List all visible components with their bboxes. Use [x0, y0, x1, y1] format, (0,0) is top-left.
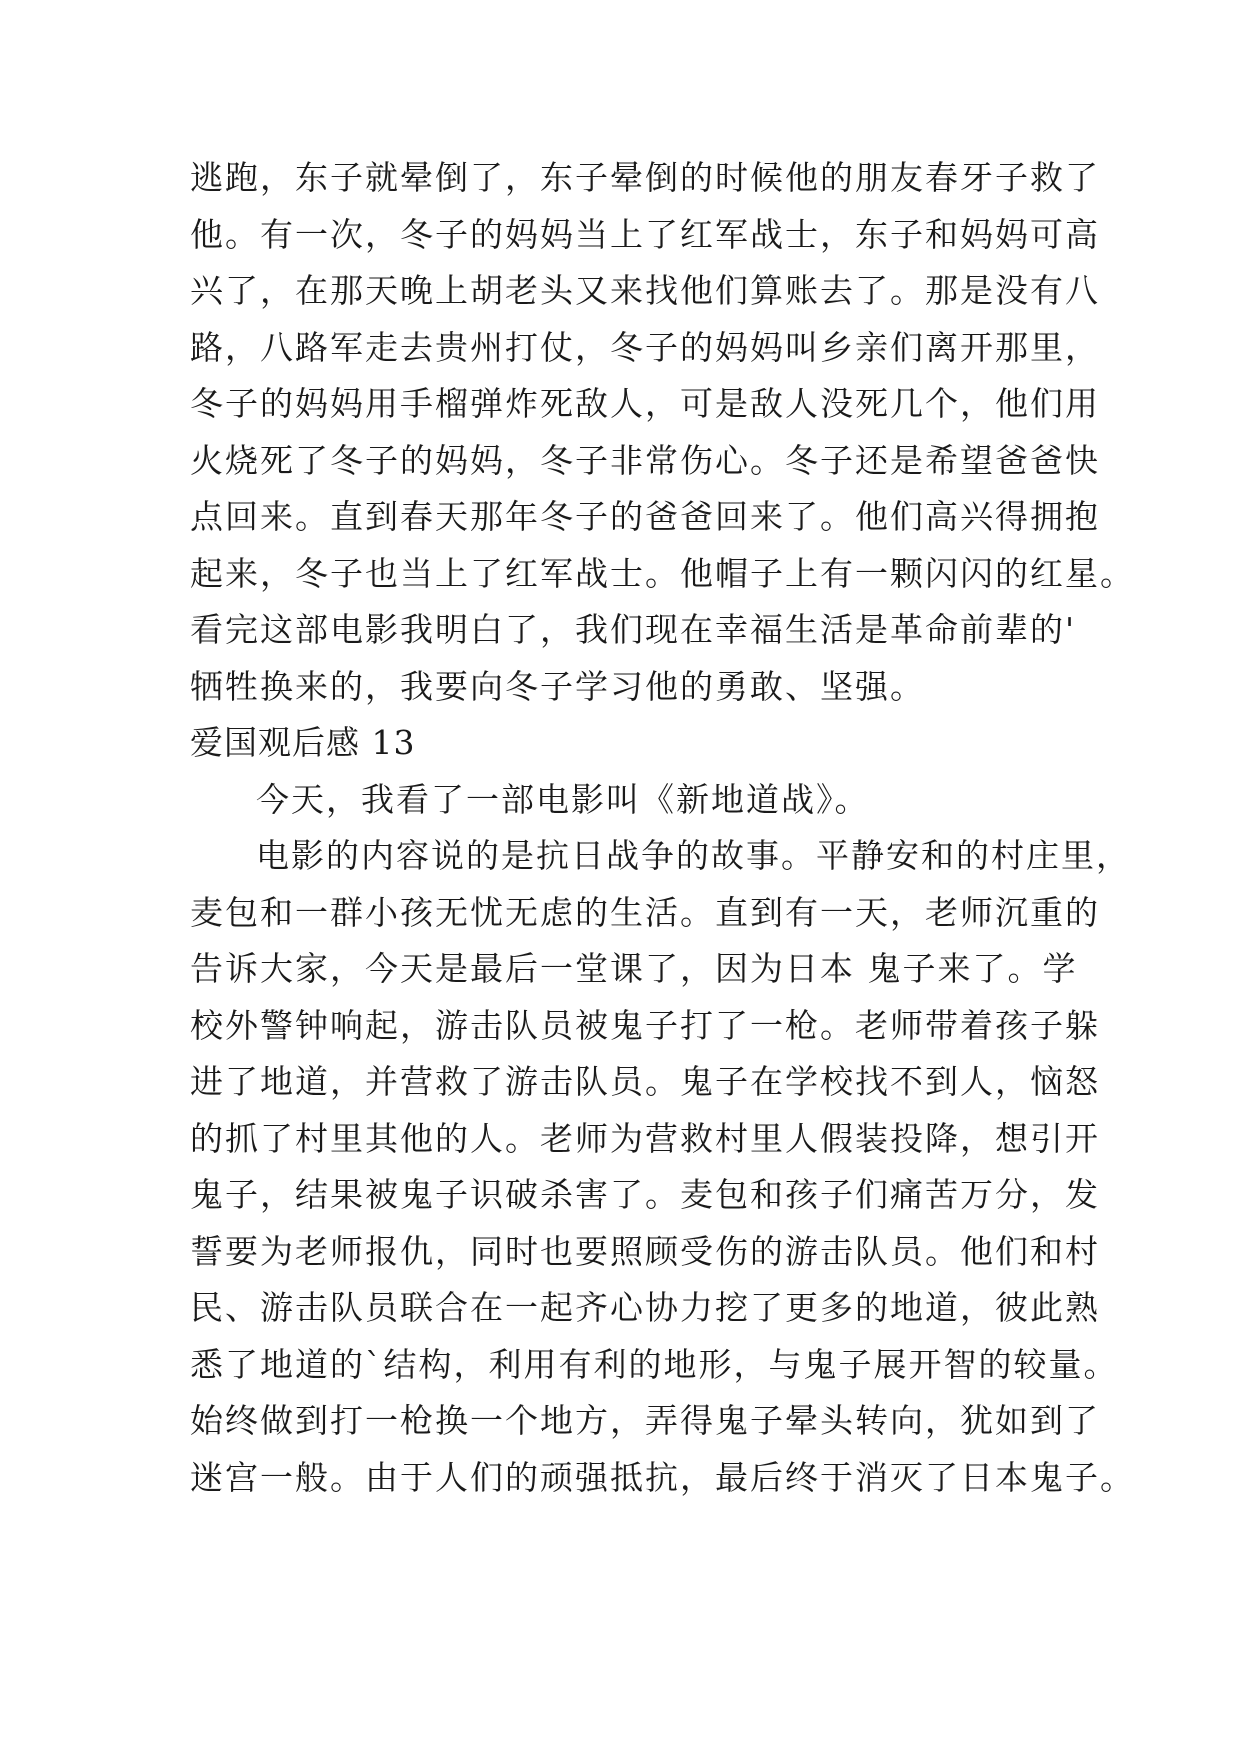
paragraph-line: 的抓了村里其他的人。老师为营救村里人假装投降，想引开	[190, 1118, 1100, 1158]
paragraph-first-line: 今天，我看了一部电影叫《新地道战》。	[256, 779, 870, 819]
paragraph-line: 告诉大家，今天是最后一堂课了，因为日本 鬼子来了。学	[190, 949, 1078, 988]
paragraph-line: 起来，冬子也当上了红军战士。他帽子上有一颗闪闪的红星。	[190, 553, 1135, 593]
paragraph-line: 兴了，在那天晚上胡老头又来找他们算账去了。那是没有八	[190, 271, 1100, 310]
paragraph-line: 鬼子，结果被鬼子识破杀害了。麦包和孩子们痛苦万分，发	[190, 1175, 1100, 1214]
paragraph-line: 悉了地道的`结构，利用有利的地形，与鬼子展开智的较量。	[190, 1344, 1119, 1384]
paragraph-line: 迷宫一般。由于人们的顽强抵抗，最后终于消灭了日本鬼子。	[190, 1457, 1135, 1497]
paragraph-line: 路，八路军走去贵州打仗，冬子的妈妈叫乡亲们离开那里，	[190, 327, 1100, 367]
paragraph-line: 誓要为老师报仇，同时也要照顾受伤的游击队员。他们和村	[190, 1231, 1100, 1271]
paragraph-line: 冬子的妈妈用手榴弹炸死敌人，可是敌人没死几个，他们用	[190, 384, 1100, 423]
paragraph-line: 他。有一次，冬子的妈妈当上了红军战士，东子和妈妈可高	[190, 214, 1100, 254]
paragraph-line: 校外警钟响起，游击队员被鬼子打了一枪。老师带着孩子躲	[190, 1005, 1100, 1045]
paragraph-line: 火烧死了冬子的妈妈，冬子非常伤心。冬子还是希望爸爸快	[190, 440, 1100, 480]
paragraph-line: 进了地道，并营救了游击队员。鬼子在学校找不到人，恼怒	[190, 1062, 1100, 1101]
paragraph-line: 民、游击队员联合在一起齐心协力挖了更多的地道，彼此熟	[190, 1288, 1100, 1327]
paragraph-first-line: 电影的内容说的是抗日战争的故事。平静安和的村庄里，	[256, 836, 1131, 875]
paragraph-line: 点回来。直到春天那年冬子的爸爸回来了。他们高兴得拥抱	[190, 497, 1100, 536]
paragraph-line: 牺牲换来的，我要向冬子学习他的勇敢、坚强。	[190, 666, 925, 706]
paragraph-line: 麦包和一群小孩无忧无虑的生活。直到有一天，老师沉重的	[190, 892, 1100, 932]
document-text	[190, 150, 1135, 1506]
paragraph-line: 逃跑，东子就晕倒了，东子晕倒的时候他的朋友春牙子救了	[190, 158, 1100, 197]
section-heading: 爱国观后感 13	[190, 723, 416, 762]
paragraph-line: 始终做到打一枪换一个地方，弄得鬼子晕头转向，犹如到了	[190, 1401, 1100, 1440]
paragraph-line: 看完这部电影我明白了，我们现在幸福生活是革命前辈的'	[190, 610, 1077, 649]
